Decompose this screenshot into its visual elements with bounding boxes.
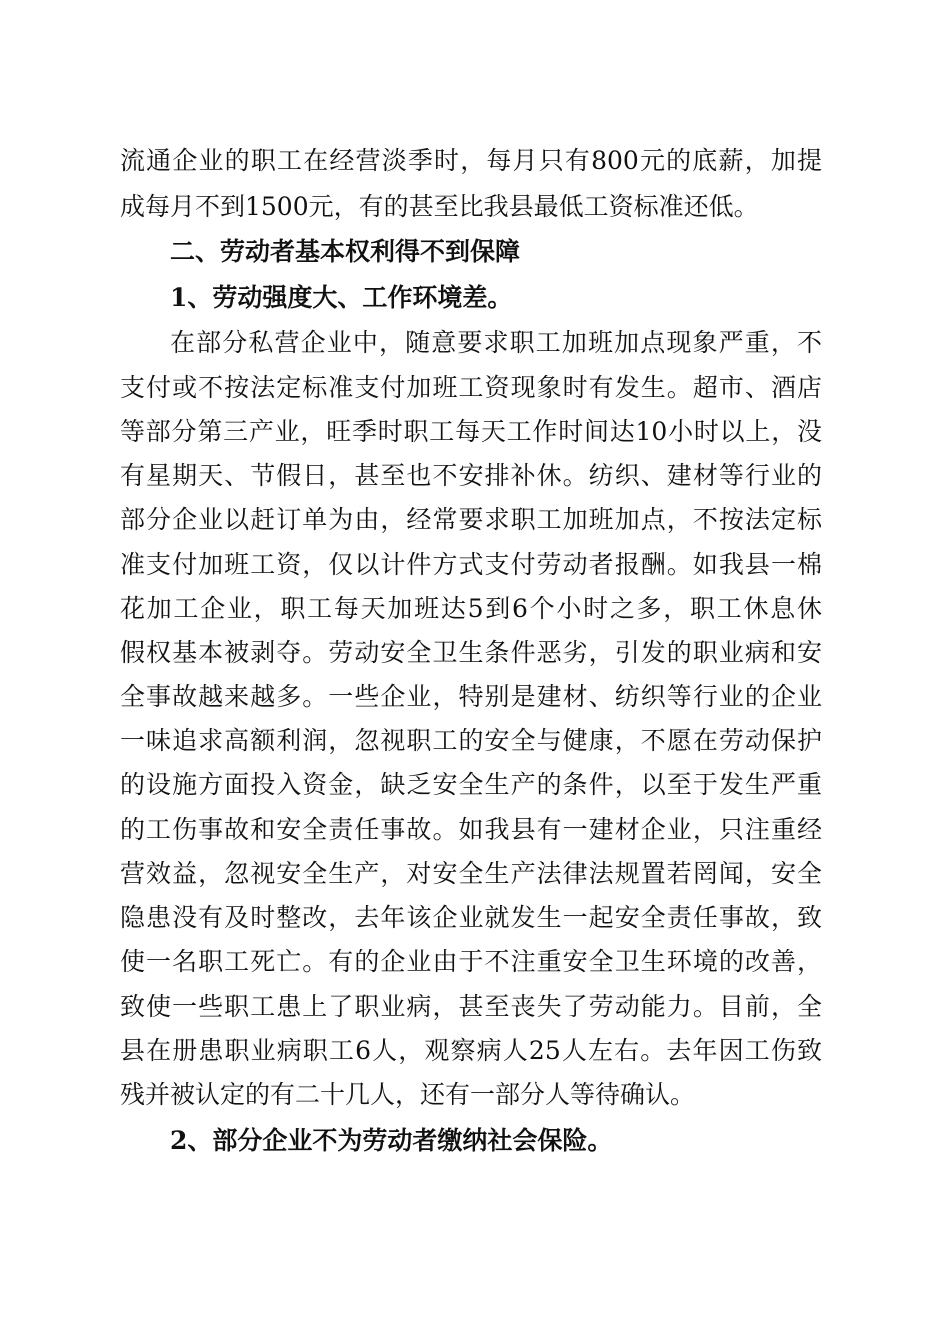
paragraph-line: 在部分私营企业中，随意要求职工加班加点现象严重，不 (170, 328, 822, 357)
paragraph-line: 县在册患职业病职工6人，观察病人25人左右。去年因工伤致 (120, 1036, 822, 1065)
paragraph-line: 全事故越来越多。一些企业，特别是建材、纺织等行业的企业 (120, 682, 822, 711)
paragraph-line: 花加工企业，职工每天加班达5到6个小时之多，职工休息休 (120, 594, 822, 623)
subsection-heading: 2、部分企业不为劳动者缴纳社会保险。 (170, 1126, 613, 1155)
paragraph-line: 致使一些职工患上了职业病，甚至丧失了劳动能力。目前，全 (120, 992, 822, 1021)
paragraph-line: 部分企业以赶订单为由，经常要求职工加班加点，不按法定标 (120, 505, 822, 534)
paragraph-line: 准支付加班工资，仅以计件方式支付劳动者报酬。如我县一棉 (120, 550, 822, 579)
paragraph-line: 成每月不到1500元，有的甚至比我县最低工资标准还低。 (120, 192, 759, 221)
paragraph-line: 流通企业的职工在经营淡季时，每月只有800元的底薪，加提 (120, 146, 822, 175)
paragraph-line: 隐患没有及时整改，去年该企业就发生一起安全责任事故，致 (120, 903, 822, 932)
paragraph-line: 使一名职工死亡。有的企业由于不注重安全卫生环境的改善， (120, 947, 822, 976)
subsection-heading: 1、劳动强度大、工作环境差。 (170, 283, 513, 312)
paragraph-line: 的工伤事故和安全责任事故。如我县有一建材企业，只注重经 (120, 815, 822, 844)
paragraph-line: 假权基本被剥夺。劳动安全卫生条件恶劣，引发的职业病和安 (120, 638, 822, 667)
paragraph-line: 的设施方面投入资金，缺乏安全生产的条件，以至于发生严重 (120, 770, 822, 799)
paragraph-line: 营效益，忽视安全生产，对安全生产法律法规置若罔闻，安全 (120, 859, 822, 888)
section-heading: 二、劳动者基本权利得不到保障 (170, 237, 521, 266)
paragraph-line: 残并被认定的有二十几人，还有一部分人等待确认。 (120, 1080, 696, 1109)
paragraph-line: 有星期天、节假日，甚至也不安排补休。纺织、建材等行业的 (120, 461, 822, 490)
paragraph-line: 等部分第三产业，旺季时职工每天工作时间达10小时以上，没 (120, 417, 822, 446)
paragraph-line: 一味追求高额利润，忽视职工的安全与健康，不愿在劳动保护 (120, 726, 822, 755)
paragraph-line: 支付或不按法定标准支付加班工资现象时有发生。超市、酒店 (120, 373, 822, 402)
